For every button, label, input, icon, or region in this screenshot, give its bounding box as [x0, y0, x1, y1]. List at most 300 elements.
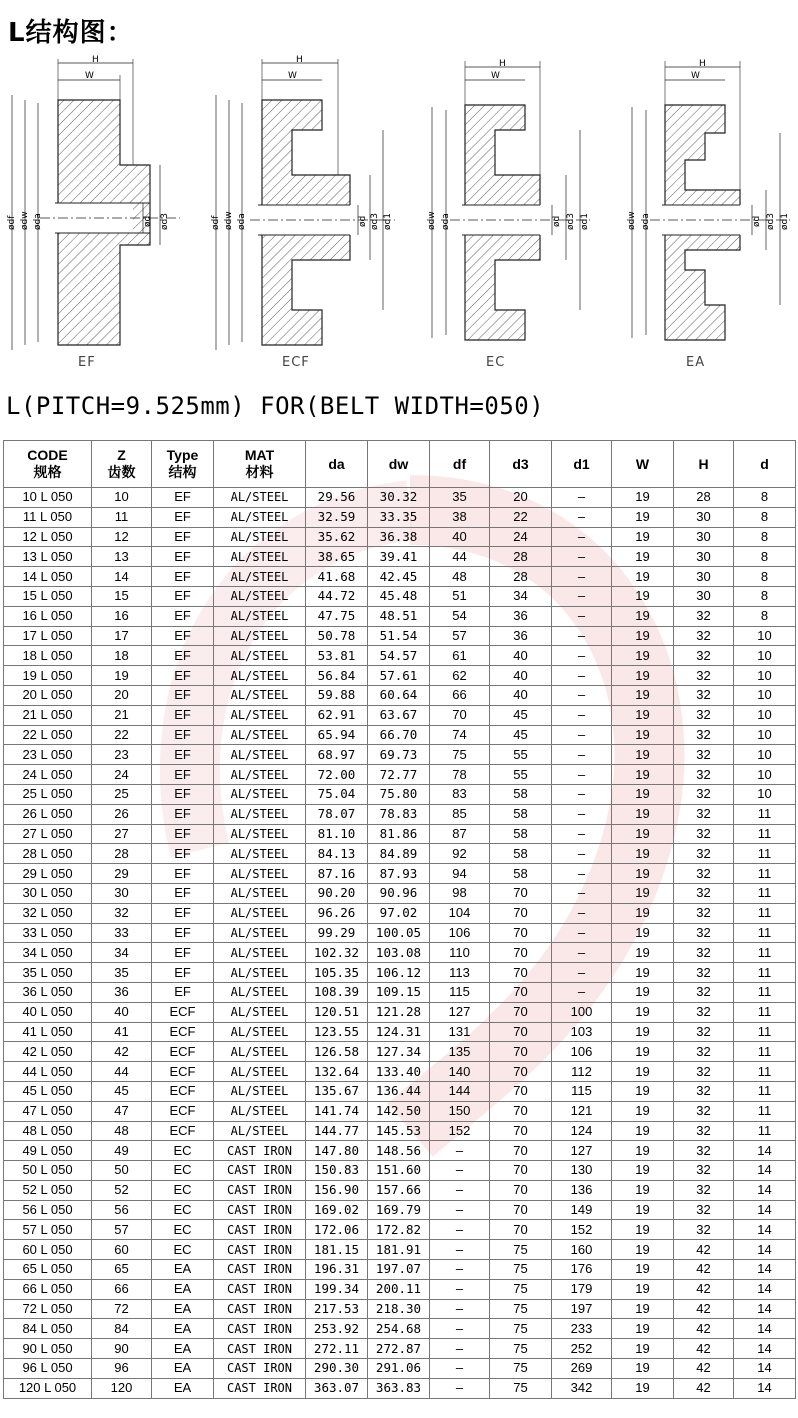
- table-cell: 157.66: [368, 1180, 430, 1200]
- table-cell: 120 L 050: [4, 1378, 92, 1398]
- table-cell: 75.80: [368, 784, 430, 804]
- table-cell: 19: [612, 626, 674, 646]
- table-cell: EF: [152, 646, 214, 666]
- svg-text:ød1: ød1: [780, 213, 790, 230]
- table-cell: AL/STEEL: [214, 567, 306, 587]
- table-cell: AL/STEEL: [214, 963, 306, 983]
- table-cell: 14: [734, 1200, 796, 1220]
- table-cell: 26: [92, 804, 152, 824]
- table-cell: AL/STEEL: [214, 1081, 306, 1101]
- table-cell: 19: [612, 1378, 674, 1398]
- table-cell: AL/STEEL: [214, 982, 306, 1002]
- table-cell: 217.53: [306, 1299, 368, 1319]
- table-row: [4, 1299, 796, 1319]
- table-row: [4, 1319, 796, 1339]
- table-cell: 19: [612, 1180, 674, 1200]
- table-cell: CAST IRON: [214, 1260, 306, 1280]
- table-cell: 42 L 050: [4, 1042, 92, 1062]
- table-cell: 19: [612, 725, 674, 745]
- table-cell: –: [552, 943, 612, 963]
- table-cell: 32: [674, 923, 734, 943]
- table-row: [4, 1200, 796, 1220]
- table-cell: 32: [674, 903, 734, 923]
- table-cell: 152: [552, 1220, 612, 1240]
- table-cell: 72.77: [368, 765, 430, 785]
- table-cell: EF: [152, 725, 214, 745]
- header-cell: df: [430, 441, 490, 488]
- table-cell: 60: [92, 1240, 152, 1260]
- table-cell: 57.61: [368, 666, 430, 686]
- table-cell: –: [552, 685, 612, 705]
- svg-text:H: H: [92, 55, 99, 65]
- table-cell: 19: [612, 1240, 674, 1260]
- table-cell: CAST IRON: [214, 1279, 306, 1299]
- table-cell: 56.84: [306, 666, 368, 686]
- table-cell: 11: [734, 824, 796, 844]
- table-cell: 70: [490, 1042, 552, 1062]
- table-row: [4, 745, 796, 765]
- header-cell: da: [306, 441, 368, 488]
- table-cell: 75: [490, 1339, 552, 1359]
- table-cell: 103: [552, 1022, 612, 1042]
- table-cell: 32: [674, 1081, 734, 1101]
- svg-text:øda: øda: [237, 213, 247, 230]
- diagram-label-ef: EF: [78, 355, 96, 370]
- table-cell: 32: [674, 1042, 734, 1062]
- table-cell: 90: [92, 1339, 152, 1359]
- table-cell: 47: [92, 1101, 152, 1121]
- table-cell: 13 L 050: [4, 547, 92, 567]
- table-cell: ECF: [152, 1002, 214, 1022]
- table-cell: –: [430, 1200, 490, 1220]
- table-cell: 45 L 050: [4, 1081, 92, 1101]
- table-cell: 24: [490, 527, 552, 547]
- table-cell: 44: [430, 547, 490, 567]
- table-cell: 233: [552, 1319, 612, 1339]
- table-cell: 8: [734, 606, 796, 626]
- table-cell: 10: [734, 784, 796, 804]
- table-cell: EC: [152, 1200, 214, 1220]
- table-cell: 49 L 050: [4, 1141, 92, 1161]
- table-cell: 19: [612, 666, 674, 686]
- table-cell: AL/STEEL: [214, 646, 306, 666]
- table-cell: EF: [152, 765, 214, 785]
- table-cell: AL/STEEL: [214, 765, 306, 785]
- table-row: [4, 1260, 796, 1280]
- table-cell: 30: [92, 883, 152, 903]
- table-cell: AL/STEEL: [214, 1062, 306, 1082]
- table-cell: 8: [734, 527, 796, 547]
- table-cell: 196.31: [306, 1260, 368, 1280]
- table-cell: AL/STEEL: [214, 1002, 306, 1022]
- table-cell: 11: [734, 1002, 796, 1022]
- table-cell: 32: [674, 626, 734, 646]
- table-cell: 35: [92, 963, 152, 983]
- table-cell: 25 L 050: [4, 784, 92, 804]
- table-cell: EF: [152, 883, 214, 903]
- table-cell: 45: [490, 705, 552, 725]
- table-cell: 11: [734, 903, 796, 923]
- table-cell: 83: [430, 784, 490, 804]
- table-cell: 10: [734, 666, 796, 686]
- table-cell: –: [552, 804, 612, 824]
- table-cell: 32: [674, 666, 734, 686]
- table-cell: 19: [612, 943, 674, 963]
- table-row: [4, 923, 796, 943]
- table-cell: 70: [490, 1200, 552, 1220]
- table-cell: AL/STEEL: [214, 666, 306, 686]
- table-cell: 70: [490, 963, 552, 983]
- table-cell: 11: [734, 1062, 796, 1082]
- diagram-ef: [7, 55, 180, 350]
- table-cell: 58: [490, 864, 552, 884]
- table-cell: 131: [430, 1022, 490, 1042]
- table-cell: 70: [490, 1002, 552, 1022]
- table-cell: 96 L 050: [4, 1359, 92, 1379]
- table-cell: 58: [490, 824, 552, 844]
- table-cell: 75: [490, 1240, 552, 1260]
- table-cell: EA: [152, 1339, 214, 1359]
- table-cell: 32: [674, 883, 734, 903]
- table-cell: 19: [612, 488, 674, 508]
- table-cell: 151.60: [368, 1161, 430, 1181]
- table-cell: 14: [734, 1161, 796, 1181]
- table-cell: CAST IRON: [214, 1299, 306, 1319]
- diagram-label-ecf: ECF: [282, 355, 310, 370]
- table-cell: AL/STEEL: [214, 507, 306, 527]
- table-cell: 34 L 050: [4, 943, 92, 963]
- table-cell: –: [430, 1161, 490, 1181]
- table-cell: 29 L 050: [4, 864, 92, 884]
- table-cell: 19: [612, 1220, 674, 1240]
- table-cell: 98: [430, 883, 490, 903]
- table-cell: 28: [674, 488, 734, 508]
- table-cell: 42: [674, 1279, 734, 1299]
- table-cell: 41 L 050: [4, 1022, 92, 1042]
- table-cell: 16 L 050: [4, 606, 92, 626]
- table-cell: 57: [430, 626, 490, 646]
- table-cell: 26 L 050: [4, 804, 92, 824]
- table-cell: –: [552, 567, 612, 587]
- table-cell: 32: [674, 1161, 734, 1181]
- table-cell: 14: [734, 1279, 796, 1299]
- table-cell: EF: [152, 488, 214, 508]
- table-cell: –: [552, 507, 612, 527]
- table-cell: 78.83: [368, 804, 430, 824]
- table-cell: 32: [92, 903, 152, 923]
- table-cell: AL/STEEL: [214, 824, 306, 844]
- table-cell: 45.48: [368, 586, 430, 606]
- section-title: L(PITCH=9.525mm) FOR(BELT WIDTH=050): [6, 392, 545, 420]
- table-cell: 75: [490, 1299, 552, 1319]
- table-cell: 147.80: [306, 1141, 368, 1161]
- table-row: [4, 725, 796, 745]
- table-cell: 99.29: [306, 923, 368, 943]
- header-cell: d1: [552, 441, 612, 488]
- table-cell: 30 L 050: [4, 883, 92, 903]
- table-cell: AL/STEEL: [214, 586, 306, 606]
- table-row: [4, 1022, 796, 1042]
- table-cell: 121: [552, 1101, 612, 1121]
- table-cell: 65: [92, 1260, 152, 1280]
- table-cell: AL/STEEL: [214, 804, 306, 824]
- table-cell: ECF: [152, 1022, 214, 1042]
- table-cell: –: [552, 745, 612, 765]
- table-cell: 19: [612, 1022, 674, 1042]
- table-cell: EA: [152, 1319, 214, 1339]
- table-cell: 23: [92, 745, 152, 765]
- table-cell: 23 L 050: [4, 745, 92, 765]
- table-row: [4, 1042, 796, 1062]
- table-cell: 70: [430, 705, 490, 725]
- table-cell: 33: [92, 923, 152, 943]
- table-cell: 59.88: [306, 685, 368, 705]
- table-cell: 70: [490, 1121, 552, 1141]
- table-cell: 32: [674, 1121, 734, 1141]
- table-row: [4, 963, 796, 983]
- table-cell: 112: [552, 1062, 612, 1082]
- table-cell: –: [552, 844, 612, 864]
- header-cell: Z 齿数: [92, 441, 152, 488]
- table-cell: 19: [612, 903, 674, 923]
- table-cell: 20: [490, 488, 552, 508]
- table-cell: 81.86: [368, 824, 430, 844]
- table-cell: 35.62: [306, 527, 368, 547]
- table-cell: 10: [92, 488, 152, 508]
- table-row: [4, 883, 796, 903]
- table-cell: EA: [152, 1378, 214, 1398]
- table-cell: 19: [612, 864, 674, 884]
- structure-diagrams: [0, 55, 798, 375]
- table-cell: 42.45: [368, 567, 430, 587]
- table-cell: CAST IRON: [214, 1200, 306, 1220]
- table-cell: 96.26: [306, 903, 368, 923]
- table-cell: 50.78: [306, 626, 368, 646]
- table-cell: 35: [430, 488, 490, 508]
- table-cell: CAST IRON: [214, 1359, 306, 1379]
- table-cell: AL/STEEL: [214, 883, 306, 903]
- table-row: [4, 1141, 796, 1161]
- table-cell: 75: [490, 1359, 552, 1379]
- table-cell: 60.64: [368, 685, 430, 705]
- table-cell: 120.51: [306, 1002, 368, 1022]
- svg-text:ødw: ødw: [627, 211, 637, 230]
- table-cell: 19: [92, 666, 152, 686]
- table-cell: 30: [674, 507, 734, 527]
- table-cell: 75: [490, 1319, 552, 1339]
- table-cell: 85: [430, 804, 490, 824]
- table-cell: 87.16: [306, 864, 368, 884]
- table-cell: 40: [490, 666, 552, 686]
- table-cell: –: [430, 1378, 490, 1398]
- table-cell: EF: [152, 824, 214, 844]
- table-cell: 32: [674, 705, 734, 725]
- svg-text:øda: øda: [441, 213, 451, 230]
- table-cell: 272.11: [306, 1339, 368, 1359]
- table-row: [4, 685, 796, 705]
- header-cell: MAT 材料: [214, 441, 306, 488]
- table-cell: 13: [92, 547, 152, 567]
- table-cell: 27: [92, 824, 152, 844]
- table-cell: 90.20: [306, 883, 368, 903]
- table-cell: 50 L 050: [4, 1161, 92, 1181]
- table-cell: 11: [734, 923, 796, 943]
- table-cell: CAST IRON: [214, 1220, 306, 1240]
- table-cell: 10: [734, 745, 796, 765]
- table-cell: 11 L 050: [4, 507, 92, 527]
- table-cell: EF: [152, 982, 214, 1002]
- table-cell: 11: [734, 982, 796, 1002]
- table-cell: –: [552, 923, 612, 943]
- svg-text:ød3: ød3: [766, 213, 776, 230]
- table-cell: –: [552, 864, 612, 884]
- table-cell: 32: [674, 1220, 734, 1240]
- table-cell: 70: [490, 943, 552, 963]
- table-cell: EA: [152, 1279, 214, 1299]
- table-cell: 78: [430, 765, 490, 785]
- table-row: [4, 547, 796, 567]
- table-cell: 72 L 050: [4, 1299, 92, 1319]
- table-cell: 102.32: [306, 943, 368, 963]
- table-cell: 106: [430, 923, 490, 943]
- table-cell: 20 L 050: [4, 685, 92, 705]
- svg-text:W: W: [288, 71, 297, 81]
- table-cell: 145.53: [368, 1121, 430, 1141]
- table-cell: 84: [92, 1319, 152, 1339]
- table-cell: 14: [734, 1378, 796, 1398]
- table-cell: 87.93: [368, 864, 430, 884]
- table-cell: EF: [152, 567, 214, 587]
- table-cell: 19: [612, 883, 674, 903]
- header-cell: Type 结构: [152, 441, 214, 488]
- table-cell: 32: [674, 606, 734, 626]
- table-cell: –: [552, 666, 612, 686]
- table-cell: 47.75: [306, 606, 368, 626]
- table-cell: AL/STEEL: [214, 547, 306, 567]
- table-cell: EF: [152, 784, 214, 804]
- table-cell: 42: [674, 1339, 734, 1359]
- table-cell: 14: [734, 1180, 796, 1200]
- table-cell: 56: [92, 1200, 152, 1220]
- table-cell: 96: [92, 1359, 152, 1379]
- table-cell: 28: [490, 567, 552, 587]
- table-cell: 32 L 050: [4, 903, 92, 923]
- table-cell: 36.38: [368, 527, 430, 547]
- table-row: [4, 1121, 796, 1141]
- svg-text:H: H: [296, 55, 303, 65]
- table-row: [4, 1081, 796, 1101]
- table-row: [4, 844, 796, 864]
- table-cell: 61: [430, 646, 490, 666]
- table-cell: 75: [430, 745, 490, 765]
- table-cell: 19: [612, 1042, 674, 1062]
- table-cell: 199.34: [306, 1279, 368, 1299]
- table-cell: AL/STEEL: [214, 943, 306, 963]
- table-cell: 65 L 050: [4, 1260, 92, 1280]
- table-cell: 21 L 050: [4, 705, 92, 725]
- table-cell: 52 L 050: [4, 1180, 92, 1200]
- table-cell: 22 L 050: [4, 725, 92, 745]
- table-cell: 52: [92, 1180, 152, 1200]
- table-cell: 14: [734, 1359, 796, 1379]
- table-cell: 290.30: [306, 1359, 368, 1379]
- header-cell: d: [734, 441, 796, 488]
- table-cell: 127.34: [368, 1042, 430, 1062]
- table-cell: 32: [674, 844, 734, 864]
- table-cell: 19: [612, 963, 674, 983]
- table-cell: 22: [92, 725, 152, 745]
- table-cell: 19: [612, 1081, 674, 1101]
- table-cell: EC: [152, 1220, 214, 1240]
- table-cell: 19: [612, 1062, 674, 1082]
- table-row: [4, 804, 796, 824]
- table-cell: 84.89: [368, 844, 430, 864]
- svg-text:ød: ød: [358, 215, 368, 227]
- table-row: [4, 586, 796, 606]
- table-cell: EC: [152, 1141, 214, 1161]
- table-cell: EF: [152, 943, 214, 963]
- table-cell: 32: [674, 824, 734, 844]
- table-cell: 11: [734, 1081, 796, 1101]
- table-cell: 42: [674, 1359, 734, 1379]
- table-cell: –: [552, 586, 612, 606]
- table-cell: 34: [490, 586, 552, 606]
- table-cell: 10: [734, 725, 796, 745]
- header-cell: H: [674, 441, 734, 488]
- table-row: [4, 1180, 796, 1200]
- table-cell: 56 L 050: [4, 1200, 92, 1220]
- table-cell: 19: [612, 765, 674, 785]
- table-cell: 108.39: [306, 982, 368, 1002]
- svg-text:ød1: ød1: [383, 213, 393, 230]
- table-cell: 106: [552, 1042, 612, 1062]
- table-cell: 11: [734, 804, 796, 824]
- table-cell: 49: [92, 1141, 152, 1161]
- table-cell: 10: [734, 646, 796, 666]
- table-cell: 253.92: [306, 1319, 368, 1339]
- table-cell: 48 L 050: [4, 1121, 92, 1141]
- table-cell: 36: [490, 626, 552, 646]
- table-cell: 70: [490, 883, 552, 903]
- svg-text:H: H: [699, 59, 706, 69]
- table-cell: 127: [552, 1141, 612, 1161]
- table-cell: 70: [490, 1062, 552, 1082]
- table-cell: ECF: [152, 1062, 214, 1082]
- table-cell: EF: [152, 923, 214, 943]
- table-cell: 32: [674, 804, 734, 824]
- table-cell: 90.96: [368, 883, 430, 903]
- table-cell: 179: [552, 1279, 612, 1299]
- table-cell: 45: [92, 1081, 152, 1101]
- header-cell: dw: [368, 441, 430, 488]
- table-cell: –: [552, 784, 612, 804]
- table-cell: 29.56: [306, 488, 368, 508]
- table-cell: 70: [490, 1081, 552, 1101]
- table-cell: 12: [92, 527, 152, 547]
- table-cell: 363.83: [368, 1378, 430, 1398]
- table-cell: EF: [152, 705, 214, 725]
- table-cell: 18: [92, 646, 152, 666]
- table-cell: 32: [674, 864, 734, 884]
- table-cell: 132.64: [306, 1062, 368, 1082]
- table-cell: –: [552, 488, 612, 508]
- table-cell: 19: [612, 1121, 674, 1141]
- table-cell: CAST IRON: [214, 1339, 306, 1359]
- table-cell: –: [430, 1299, 490, 1319]
- table-cell: 19: [612, 1161, 674, 1181]
- table-cell: 150.83: [306, 1161, 368, 1181]
- table-cell: 8: [734, 547, 796, 567]
